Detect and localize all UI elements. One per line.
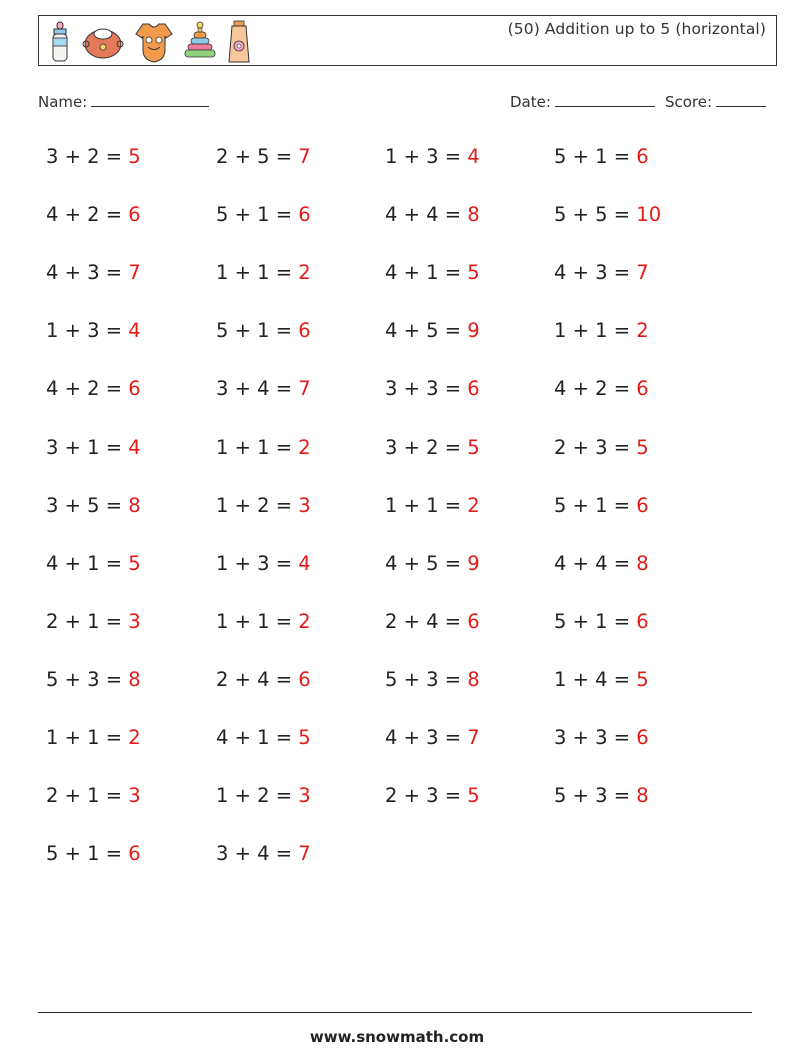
problem-question: 3 + 5 = — [46, 493, 123, 517]
problem-item — [46, 726, 141, 749]
problem-question: 3 + 3 = — [385, 377, 462, 401]
problem-item — [46, 494, 141, 517]
problem-question: 1 + 1 = — [46, 726, 123, 749]
name-field — [38, 92, 209, 111]
problem-item — [554, 726, 649, 749]
problem-question: 1 + 2 = — [216, 493, 293, 517]
problem-answer: 8 — [128, 493, 141, 517]
problem-item — [385, 145, 480, 168]
problem-question: 3 + 3 = — [554, 726, 631, 749]
problem-answer: 8 — [636, 784, 649, 808]
problem-answer: 5 — [467, 784, 480, 808]
problem-item — [554, 377, 649, 400]
problem-answer: 6 — [298, 203, 311, 227]
worksheet-title: (50) Addition up to 5 (horizontal) — [507, 20, 766, 38]
problem-question: 2 + 4 = — [216, 667, 293, 691]
problem-question: 4 + 3 = — [46, 261, 123, 285]
date-field — [510, 92, 655, 111]
problem-question: 5 + 1 = — [554, 609, 631, 633]
problem-item — [216, 610, 311, 633]
problem-question: 5 + 1 = — [554, 493, 631, 517]
problem-answer: 7 — [298, 377, 311, 401]
problem-question: 4 + 4 = — [554, 551, 631, 575]
problem-item — [216, 842, 311, 865]
problem-question: 1 + 1 = — [216, 261, 293, 285]
problem-answer: 6 — [467, 609, 480, 633]
problem-answer: 3 — [298, 784, 311, 808]
problem-answer: 8 — [636, 551, 649, 575]
problem-answer: 2 — [298, 261, 311, 285]
problem-item — [385, 610, 480, 633]
problem-answer: 6 — [636, 493, 649, 517]
problem-answer: 7 — [128, 261, 141, 285]
problem-item — [216, 261, 311, 284]
problem-item — [554, 319, 649, 342]
problem-item — [216, 319, 311, 342]
problem-question: 5 + 1 = — [216, 319, 293, 343]
problem-question: 4 + 1 = — [46, 551, 123, 575]
baby-onesie-icon — [135, 20, 173, 64]
problem-item — [46, 145, 141, 168]
problem-answer: 6 — [298, 319, 311, 343]
problem-item — [46, 377, 141, 400]
problem-question: 3 + 4 = — [216, 842, 293, 866]
problem-answer: 2 — [298, 609, 311, 633]
problem-question: 5 + 3 = — [385, 667, 462, 691]
problem-answer: 5 — [636, 667, 649, 691]
footer-divider — [38, 1012, 752, 1013]
problem-answer: 2 — [128, 726, 141, 749]
problem-answer: 3 — [298, 493, 311, 517]
problem-answer: 2 — [298, 435, 311, 459]
problem-question: 3 + 1 = — [46, 435, 123, 459]
problem-item — [46, 203, 141, 226]
name-label: Name: — [38, 93, 88, 111]
problem-item — [46, 552, 141, 575]
problem-answer: 6 — [467, 377, 480, 401]
problem-item — [385, 726, 480, 749]
problem-question: 1 + 3 = — [216, 551, 293, 575]
problem-question: 1 + 1 = — [216, 435, 293, 459]
problem-question: 1 + 4 = — [554, 667, 631, 691]
problem-question: 5 + 3 = — [554, 784, 631, 808]
problem-question: 1 + 1 = — [385, 493, 462, 517]
footer-site: www.snowmath.com — [309, 1028, 485, 1046]
problem-question: 2 + 1 = — [46, 609, 123, 633]
problem-answer: 2 — [636, 319, 649, 343]
problem-item — [216, 145, 311, 168]
problem-question: 3 + 4 = — [216, 377, 293, 401]
problem-item — [216, 436, 311, 459]
problem-question: 5 + 1 = — [216, 203, 293, 227]
problem-item — [216, 784, 311, 807]
problem-question: 1 + 3 = — [385, 145, 462, 168]
problem-item — [385, 668, 480, 691]
problem-answer: 5 — [467, 261, 480, 285]
problem-answer: 6 — [298, 667, 311, 691]
problem-answer: 5 — [467, 435, 480, 459]
problem-item — [554, 261, 649, 284]
problem-answer: 8 — [467, 667, 480, 691]
problem-question: 1 + 2 = — [216, 784, 293, 808]
problem-item — [385, 494, 480, 517]
problem-question: 4 + 3 = — [385, 726, 462, 749]
problem-question: 1 + 1 = — [216, 609, 293, 633]
problem-answer: 6 — [128, 377, 141, 401]
problem-question: 3 + 2 = — [46, 145, 123, 168]
problem-item — [385, 203, 480, 226]
problem-item — [216, 552, 311, 575]
date-label: Date: — [510, 93, 551, 111]
problem-question: 2 + 3 = — [385, 784, 462, 808]
problem-item — [385, 552, 480, 575]
problem-question: 4 + 5 = — [385, 551, 462, 575]
problem-item — [216, 726, 311, 749]
problem-question: 4 + 2 = — [46, 203, 123, 227]
problem-question: 5 + 5 = — [554, 203, 631, 227]
problem-item — [216, 203, 311, 226]
problem-item — [46, 784, 141, 807]
problem-item — [46, 668, 141, 691]
problem-answer: 9 — [467, 551, 480, 575]
problem-item — [554, 610, 649, 633]
problem-item — [46, 610, 141, 633]
baby-bottle-icon — [49, 20, 71, 64]
problem-item — [385, 261, 480, 284]
problem-answer: 5 — [636, 435, 649, 459]
date-line[interactable] — [555, 92, 655, 107]
problem-question: 4 + 2 = — [46, 377, 123, 401]
problem-answer: 3 — [128, 609, 141, 633]
problem-question: 1 + 3 = — [46, 319, 123, 343]
score-label: Score: — [665, 93, 713, 111]
problem-item — [216, 668, 311, 691]
problem-item — [554, 436, 649, 459]
problem-answer: 6 — [636, 145, 649, 168]
problem-question: 4 + 5 = — [385, 319, 462, 343]
problem-question: 4 + 2 = — [554, 377, 631, 401]
problem-answer: 6 — [128, 842, 141, 866]
problem-question: 4 + 1 = — [216, 726, 293, 749]
problem-answer: 2 — [467, 493, 480, 517]
problem-answer: 6 — [128, 203, 141, 227]
problem-question: 5 + 1 = — [554, 145, 631, 168]
problem-question: 2 + 1 = — [46, 784, 123, 808]
problem-answer: 6 — [636, 609, 649, 633]
score-field — [665, 92, 766, 111]
problem-answer: 5 — [128, 145, 141, 168]
problem-item — [385, 436, 480, 459]
header-icons — [49, 20, 251, 64]
problem-question: 2 + 4 = — [385, 609, 462, 633]
problem-answer: 4 — [298, 551, 311, 575]
problem-answer: 4 — [128, 319, 141, 343]
score-line[interactable] — [716, 92, 766, 107]
problem-item — [554, 784, 649, 807]
problem-answer: 9 — [467, 319, 480, 343]
problem-item — [554, 145, 649, 168]
problem-item — [385, 319, 480, 342]
problem-item — [554, 668, 649, 691]
problem-answer: 6 — [636, 726, 649, 749]
problem-answer: 5 — [128, 551, 141, 575]
problem-item — [385, 784, 480, 807]
problem-item — [46, 436, 141, 459]
problem-answer: 10 — [636, 203, 662, 227]
problem-answer: 8 — [467, 203, 480, 227]
problem-question: 2 + 3 = — [554, 435, 631, 459]
worksheet-header — [38, 15, 777, 66]
problem-item — [216, 494, 311, 517]
problem-question: 2 + 5 = — [216, 145, 293, 168]
problem-question: 4 + 1 = — [385, 261, 462, 285]
problem-question: 4 + 4 = — [385, 203, 462, 227]
problem-answer: 7 — [636, 261, 649, 285]
problem-answer: 8 — [128, 667, 141, 691]
problem-item — [554, 552, 649, 575]
problem-answer: 6 — [636, 377, 649, 401]
problem-question: 5 + 1 = — [46, 842, 123, 866]
problem-question: 4 + 3 = — [554, 261, 631, 285]
problem-answer: 7 — [298, 145, 311, 168]
baby-cream-tube-icon — [227, 20, 251, 64]
problem-answer: 7 — [298, 842, 311, 866]
problem-item — [554, 494, 649, 517]
name-line[interactable] — [91, 92, 209, 107]
problem-item — [46, 319, 141, 342]
problem-item — [385, 377, 480, 400]
problem-answer: 3 — [128, 784, 141, 808]
problem-question: 1 + 1 = — [554, 319, 631, 343]
stacking-rings-toy-icon — [183, 20, 217, 64]
problem-item — [216, 377, 311, 400]
problem-answer: 5 — [298, 726, 311, 749]
problem-item — [46, 261, 141, 284]
baby-bib-icon — [81, 22, 125, 62]
problem-item — [554, 203, 661, 226]
problem-answer: 4 — [467, 145, 480, 168]
problem-question: 5 + 3 = — [46, 667, 123, 691]
problem-answer: 7 — [467, 726, 480, 749]
problem-item — [46, 842, 141, 865]
problem-question: 3 + 2 = — [385, 435, 462, 459]
problem-answer: 4 — [128, 435, 141, 459]
